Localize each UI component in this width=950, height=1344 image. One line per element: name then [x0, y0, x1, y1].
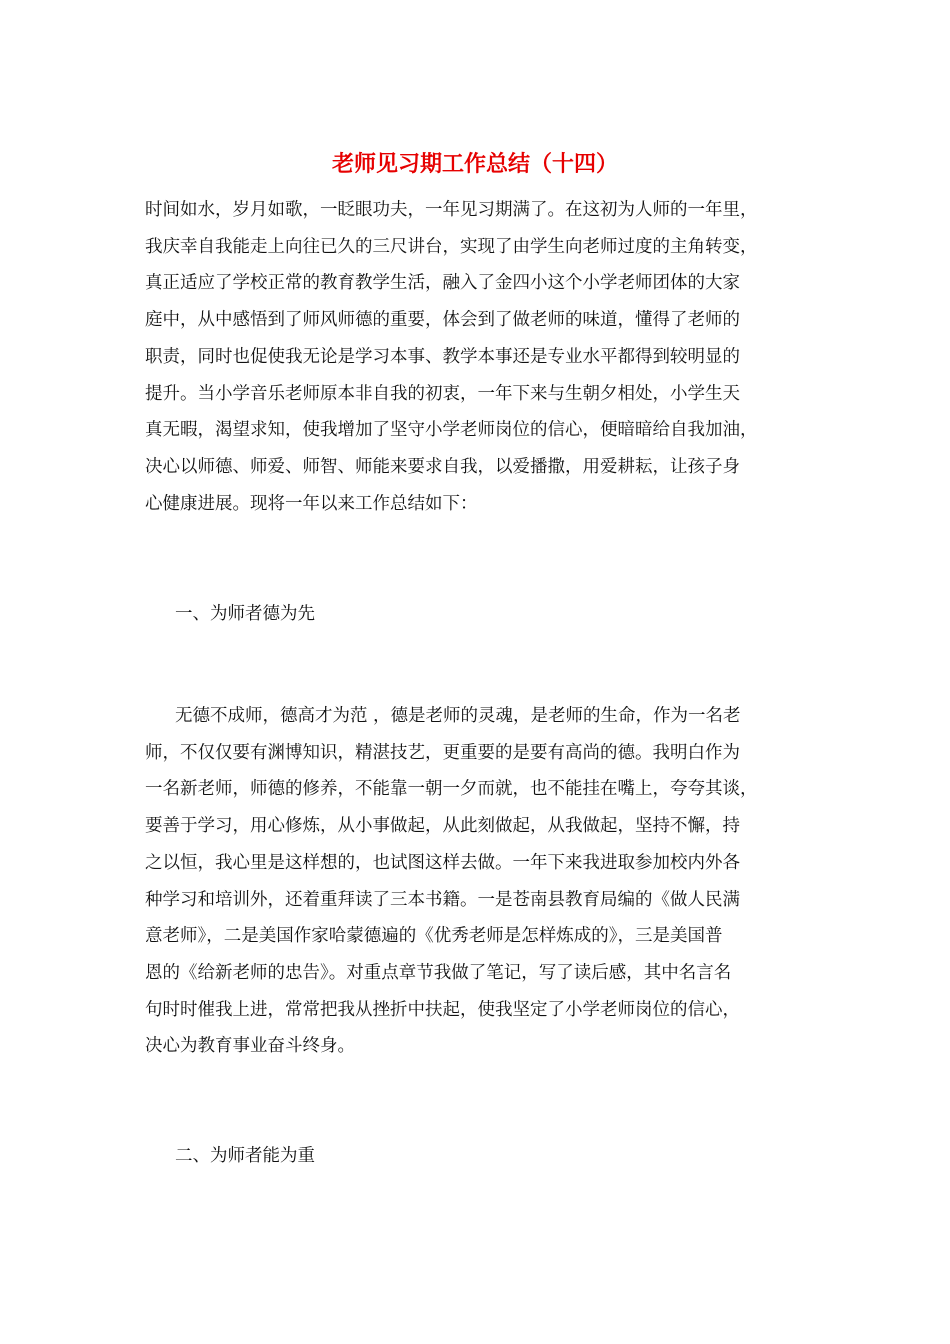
paragraph-line: 提升。当小学音乐老师原本非自我的初衷，一年下来与生朝夕相处，小学生天 [145, 383, 740, 404]
paragraph-line: 心健康进展。现将一年以来工作总结如下： [145, 493, 478, 514]
paragraph-line: 师，不仅仅要有渊博知识，精湛技艺，更重要的是要有高尚的德。我明白作为 [145, 742, 740, 763]
paragraph-line: 恩的《给新老师的忠告》。对重点章节我做了笔记，写了读后感，其中名言名 [145, 962, 732, 983]
intro-paragraph [145, 192, 810, 522]
paragraph-line: 我庆幸自我能走上向往已久的三尺讲台，实现了由学生向老师过度的主角转变， [145, 236, 758, 257]
document-title: 老师见习期工作总结（十四） [331, 151, 618, 177]
paragraph-line: 意老师》，二是美国作家哈蒙德遍的《优秀老师是怎样炼成的》，三是美国普 [145, 926, 723, 947]
paragraph-line: 决心以师德、师爱、师智、师能来要求自我，以爱播撒，用爱耕耘，让孩子身 [145, 456, 740, 477]
paragraph-line: 句时时催我上进，常常把我从挫折中扶起，使我坚定了小学老师岗位的信心， [145, 999, 740, 1020]
paragraph-line: 真无暇，渴望求知，使我增加了坚守小学老师岗位的信心，便暗暗给自我加油， [145, 420, 758, 441]
paragraph-line: 种学习和培训外，还着重拜读了三本书籍。一是苍南县教育局编的《做人民满 [145, 889, 740, 910]
section-heading-1: 一、为师者德为先 [175, 604, 315, 624]
paragraph-line: 真正适应了学校正常的教育教学生活，融入了金四小这个小学老师团体的大家 [145, 273, 740, 294]
section-1-paragraph [145, 698, 810, 1065]
paragraph-line: 一名新老师，师德的修养，不能靠一朝一夕而就，也不能挂在嘴上，夸夸其谈， [145, 779, 758, 800]
paragraph-line: 决心为教育事业奋斗终身。 [145, 1036, 355, 1057]
section-heading-2: 二、为师者能为重 [175, 1146, 315, 1166]
paragraph-line: 无德不成师，德高才为范 ，德是老师的灵魂，是老师的生命，作为一名老 [175, 706, 741, 726]
paragraph-line: 要善于学习，用心修炼，从小事做起，从此刻做起，从我做起，坚持不懈，持 [145, 816, 740, 837]
paragraph-line: 之以恒，我心里是这样想的，也试图这样去做。一年下来我进取参加校内外各 [145, 852, 740, 873]
paragraph-line: 职责，同时也促使我无论是学习本事、教学本事还是专业水平都得到较明显的 [145, 346, 740, 367]
paragraph-line: 时间如水，岁月如歌，一眨眼功夫，一年见习期满了。在这初为人师的一年里， [145, 200, 758, 220]
paragraph-line: 庭中，从中感悟到了师风师德的重要，体会到了做老师的味道，懂得了老师的 [145, 310, 740, 331]
